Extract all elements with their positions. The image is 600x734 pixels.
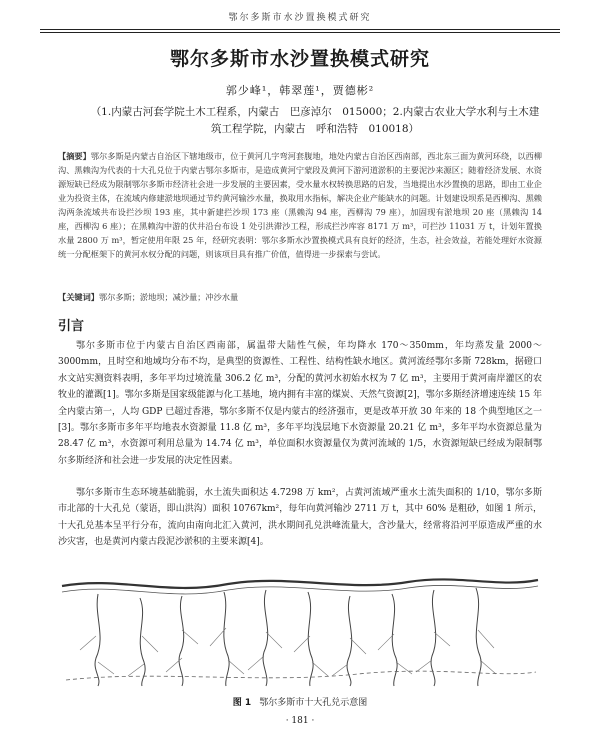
region-boundary (66, 671, 536, 680)
tributary (392, 594, 397, 686)
tributary (263, 590, 268, 686)
tributary (179, 596, 184, 686)
affiliations: （1.内蒙古河套学院土木工程系，内蒙古 巴彦淖尔 015000；2.内蒙古农业大学水利与土木建筑工程学院，内蒙古 呼和浩特 010018） (90, 106, 540, 135)
yellow-river-bank (62, 585, 538, 594)
abstract-label: 【摘要】 (58, 151, 91, 161)
tributary (95, 594, 100, 686)
header-rule-thin (40, 32, 560, 33)
header-rule (40, 29, 560, 30)
paper-title: 鄂尔多斯市水沙置换模式研究 (169, 48, 430, 70)
figure-river-map (58, 566, 542, 690)
tributary (347, 596, 352, 686)
abstract (58, 149, 542, 261)
figure-caption-label: 图 1 (232, 698, 252, 708)
page-number: · 181 · (285, 716, 315, 726)
tributary (308, 592, 313, 686)
tributary (224, 592, 229, 686)
authors: 郭少峰¹，韩翠莲¹，贾德彬² (225, 84, 375, 97)
figure-caption (40, 695, 560, 708)
keywords (58, 292, 542, 303)
keywords-label: 【关键词】 (58, 292, 99, 302)
figure-caption-text: 鄂尔多斯市十大孔兑示意图 (259, 698, 368, 708)
abstract-text: 鄂尔多斯是内蒙古自治区下辖地级市，位于黄河几字弯河套腹地，地处内蒙古自治区西南部，西北东三面为黄河环绕，以西柳沟、黑赖沟为代表的十大孔兑位于内蒙古鄂尔多斯市，是造成黄河宁蒙段及黄河下游河道淤积的主要泥沙来源区；随着经济发展、水资源短缺已经成为限制鄂尔多斯市经济社会进一步发展的主要因素，受水量水权转换思路的启发，当地提出水沙置换的思路，即由工业企业为投资主体，在流域内修建淤地坝通过节约黄河输沙水量，换取用水指标，解决企业产能缺水的问题。计划建设坝系是西柳沟、黑赖沟两条流域共布设拦沙坝 193 座，其中新建拦沙坝 173 座（黑赖沟 94 座，西柳沟 79 座），加固现有淤地坝 20 座（黑赖沟 14 座，西柳沟 6 座）；在黑赖沟中游的伏井沿台布设 1 处引洪滞沙工程，形成拦沙库容 8171 万 m³，可拦沙 11031 万 t，计划年置换水量 2800 万 m³，暂定使用年限 25 年，经研究表明：鄂尔多斯水沙置换模式具有良好的经济，生态，社会效益，若能处理好水资源统一分配框架下的黄河水权分配的问题，则该项目具有推广价值，值得进一步探索与尝试。 (58, 151, 542, 259)
paragraph-1: 鄂尔多斯市位于内蒙古自治区西南部，属温带大陆性气候，年均降水 170～350mm，年均蒸发量 2000～3000mm，且时空和地域均分布不均，是典型的资源性、工程性、结构性缺水地区。黄河流经鄂尔多斯 728km，据磴口水文站实测资料表明，多年平均过境流量 306.2 亿 m³，分配的黄河水初始水权为 7 亿 m³，主要用于黄河南岸灌区的农牧业的灌溉[1]。鄂尔多斯是国家级能源与化工基地，境内拥有丰富的煤炭、天然气资源[2]，鄂尔多斯经济增速连续 15 年全内蒙古第一，人均 GDP 已超过香港，鄂尔多斯不仅是内蒙古的经济强市，更是改革开放 30 年来的 18 个典型地区之一[3]。鄂尔多斯市多年平均地表水资源量 11.8 亿 m³，多年平均浅层地下水资源量 20.21 亿 m³，多年平均水资源总量为 28.47 亿 m³，水资源可利用总量为 14.74 亿 m³，单位面积水资源量仅为黄河流域的 1/5，水资源短缺已经成为限制鄂尔多斯经济和社会进一步发展的决定性因素。 (58, 341, 542, 466)
running-head: 鄂尔多斯市水沙置换模式研究 (228, 13, 372, 23)
tributary (476, 588, 481, 686)
section-heading: 引言 (58, 319, 85, 334)
keywords-text: 鄂尔多斯；淤地坝；减沙量；冲沙水量 (98, 292, 239, 302)
tributary (140, 598, 145, 686)
paragraph-2: 鄂尔多斯市生态环境基础脆弱，水土流失面积达 4.7298 万 km²，占黄河流域严重水土流失面积的 1/10，鄂尔多斯市北部的十大孔兑（蒙语，即山洪沟）面积 10767km²，每年向黄河输沙 2711 万 t，其中 60% 是粗砂，如图 1 所示，十大孔兑基本呈平行分布，流向由南向北汇入黄河，洪水期间孔兑洪峰流量大，含沙量大，经常将沿河平原造成严重的水沙灾害，也是黄河内蒙古段泥沙淤积的主要来源[4]。 (58, 488, 542, 548)
